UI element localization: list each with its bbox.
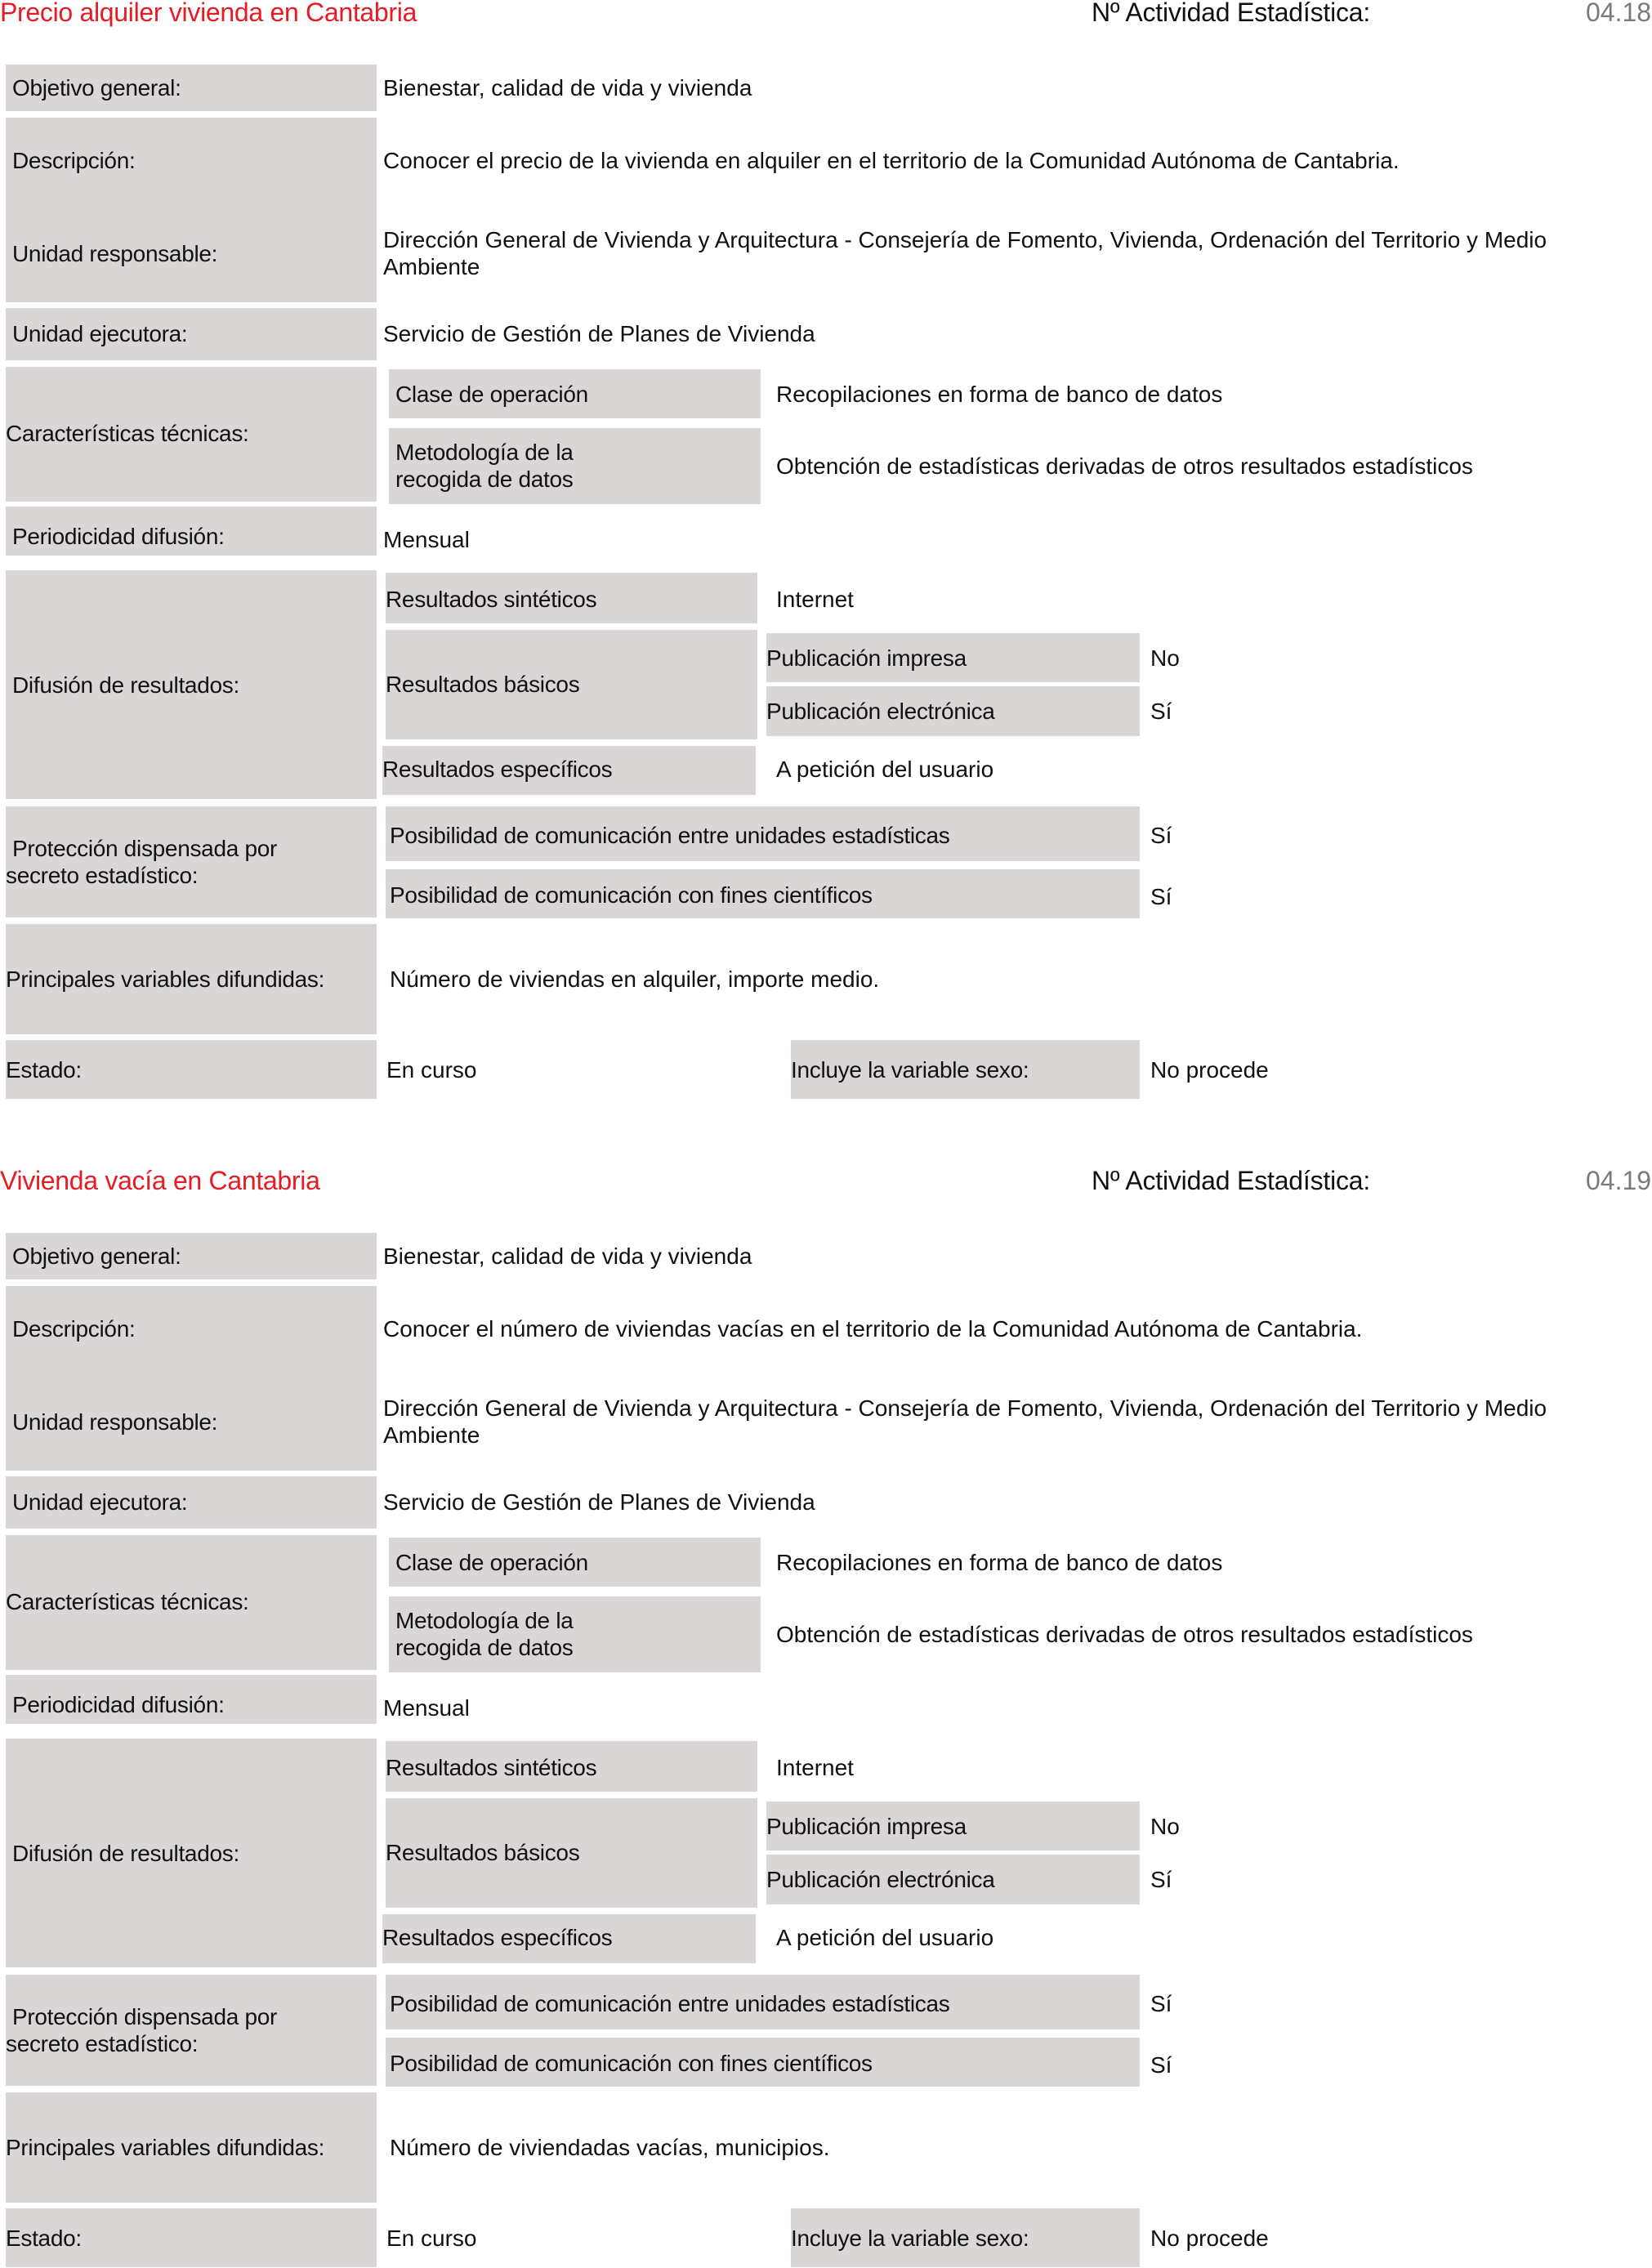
especificos-value: A petición del usuario [776,757,994,782]
metodologia-label-line2: recogida de datos [395,467,574,492]
com-unidades-value: Sí [1150,1991,1172,2016]
electronica-label: Publicación electrónica [766,699,995,724]
com-unidades-label: Posibilidad de comunicación entre unidades estadísticas [390,1991,950,2016]
objetivo-label: Objetivo general: [12,1243,181,1269]
unidad-ejecutora-label: Unidad ejecutora: [12,1489,188,1515]
metodologia-value: Obtención de estadísticas derivadas de otros resultados estadísticos [776,453,1473,479]
com-unidades-value: Sí [1150,823,1172,848]
activity-number: 04.18 [1586,0,1652,27]
variables-label: Principales variables difundidas: [6,967,325,992]
sexo-value: No procede [1150,2226,1269,2251]
impresa-value: No [1150,1814,1180,1839]
sexo-value: No procede [1150,1057,1269,1083]
impresa-value: No [1150,645,1180,671]
record-04-18 [0,0,1652,1099]
difusion-label: Difusión de resultados: [12,672,239,698]
com-cientificos-label: Posibilidad de comunicación con fines científicos [390,2051,873,2076]
especificos-value: A petición del usuario [776,1925,994,1950]
descripcion-label: Descripción: [12,148,136,173]
impresa-label: Publicación impresa [766,1814,967,1839]
objetivo-value: Bienestar, calidad de vida y vivienda [383,75,752,100]
record-title: Precio alquiler vivienda en Cantabria [0,0,417,27]
difusion-label: Difusión de resultados: [12,1841,239,1866]
proteccion-label-line2: secreto estadístico: [6,863,199,888]
sinteticos-value: Internet [776,1755,854,1780]
periodicidad-label: Periodicidad difusión: [12,1692,225,1717]
estado-label: Estado: [6,2226,82,2251]
estado-value: En curso [386,2226,477,2251]
proteccion-label-line1: Protección dispensada por [12,2004,278,2029]
unidad-responsable-label: Unidad responsable: [12,241,218,266]
com-cientificos-value: Sí [1150,884,1172,909]
periodicidad-value: Mensual [383,527,470,552]
variables-label: Principales variables difundidas: [6,2135,325,2160]
estado-value: En curso [386,1057,477,1083]
especificos-label: Resultados específicos [382,757,613,782]
basicos-label: Resultados básicos [386,672,580,697]
sexo-label: Incluye la variable sexo: [791,2226,1029,2251]
electronica-value: Sí [1150,1867,1172,1892]
variables-value: Número de viviendas en alquiler, importe medio. [390,967,880,992]
unidad-responsable-value-line2: Ambiente [383,254,480,279]
especificos-label: Resultados específicos [382,1925,613,1950]
com-cientificos-label: Posibilidad de comunicación con fines científicos [390,882,873,908]
sexo-label: Incluye la variable sexo: [791,1057,1029,1083]
metodologia-value: Obtención de estadísticas derivadas de otros resultados estadísticos [776,1622,1473,1647]
unidad-ejecutora-value: Servicio de Gestión de Planes de Vivienda [383,321,815,346]
basicos-label: Resultados básicos [386,1840,580,1865]
metodologia-label-line1: Metodología de la [395,1608,574,1633]
record-04-19 [0,1168,1652,2268]
clase-label: Clase de operación [395,1550,588,1575]
estado-label: Estado: [6,1057,82,1083]
impresa-label: Publicación impresa [766,645,967,671]
electronica-value: Sí [1150,699,1172,724]
periodicidad-label: Periodicidad difusión: [12,524,225,549]
unidad-responsable-value-line1: Dirección General de Vivienda y Arquitectura - Consejería de Fomento, Vivienda, Ordenación del Territorio y Medio [383,1395,1547,1421]
sinteticos-value: Internet [776,587,854,612]
variables-value: Número de viviendadas vacías, municipios. [390,2135,830,2160]
clase-label: Clase de operación [395,382,588,407]
sinteticos-label: Resultados sintéticos [386,587,597,612]
unidad-ejecutora-label: Unidad ejecutora: [12,321,188,346]
periodicidad-value: Mensual [383,1695,470,1721]
metodologia-label-line2: recogida de datos [395,1635,574,1660]
electronica-label: Publicación electrónica [766,1867,995,1892]
objetivo-label: Objetivo general: [12,75,181,100]
clase-value: Recopilaciones en forma de banco de datos [776,1550,1223,1575]
proteccion-label-line1: Protección dispensada por [12,836,278,861]
caracteristicas-label: Características técnicas: [6,421,249,446]
caracteristicas-label: Características técnicas: [6,1589,249,1614]
unidad-responsable-value-line2: Ambiente [383,1422,480,1448]
objetivo-value: Bienestar, calidad de vida y vivienda [383,1243,752,1269]
metodologia-label-line1: Metodología de la [395,440,574,465]
descripcion-value: Conocer el número de viviendas vacías en el territorio de la Comunidad Autónoma de Cantabria. [383,1316,1363,1342]
unidad-responsable-value-line1: Dirección General de Vivienda y Arquitectura - Consejería de Fomento, Vivienda, Ordenación del Territorio y Medio [383,227,1547,252]
com-cientificos-value: Sí [1150,2052,1172,2078]
com-unidades-label: Posibilidad de comunicación entre unidades estadísticas [390,823,950,848]
proteccion-label-line2: secreto estadístico: [6,2031,199,2056]
clase-value: Recopilaciones en forma de banco de datos [776,382,1223,407]
sinteticos-label: Resultados sintéticos [386,1755,597,1780]
unidad-responsable-label: Unidad responsable: [12,1409,218,1435]
record-title: Vivienda vacía en Cantabria [0,1166,320,1195]
activity-number-label: Nº Actividad Estadística: [1092,1166,1371,1195]
activity-number: 04.19 [1586,1166,1652,1195]
descripcion-value: Conocer el precio de la vivienda en alquiler en el territorio de la Comunidad Autónoma de Cantabria. [383,148,1400,173]
unidad-ejecutora-value: Servicio de Gestión de Planes de Vivienda [383,1489,815,1515]
descripcion-label: Descripción: [12,1316,136,1342]
activity-number-label: Nº Actividad Estadística: [1092,0,1371,27]
